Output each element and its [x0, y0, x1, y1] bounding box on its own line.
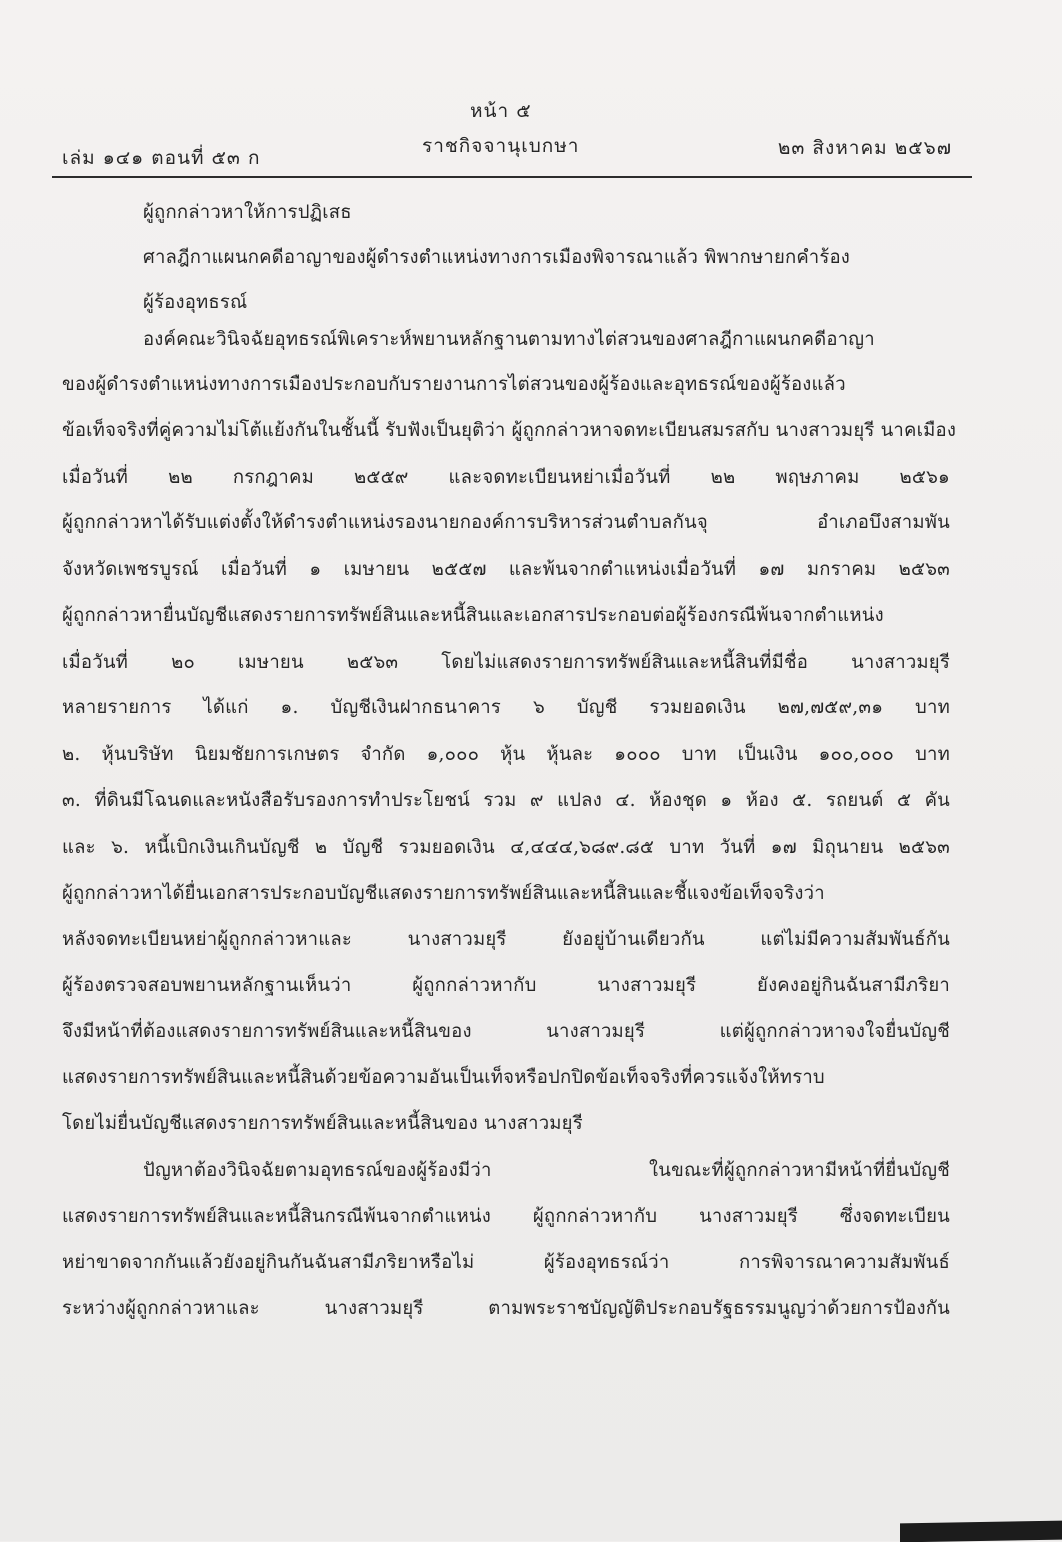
body-line: ๓. ที่ดินมีโฉนดและหนังสือรับรองการทำประโยชน์ รวม ๙ แปลง ๔. ห้องชุด ๑ ห้อง ๕. รถยนต์ ๕ คัน	[62, 790, 950, 811]
body-line: จึงมีหน้าที่ต้องแสดงรายการทรัพย์สินและหนี้สินของ นางสาวมยุรี แต่ผู้ถูกกล่าวหาจงใจยื่นบัญชี	[62, 1021, 950, 1042]
body-line: ๒. หุ้นบริษัท นิยมชัยการเกษตร จำกัด ๑,๐๐๐ หุ้น หุ้นละ ๑๐๐๐ บาท เป็นเงิน ๑๐๐,๐๐๐ บาท	[62, 744, 950, 765]
body-line: หลังจดทะเบียนหย่าผู้ถูกกล่าวหาและ นางสาวมยุรี ยังอยู่บ้านเดียวกัน แต่ไม่มีความสัมพันธ์กัน	[62, 929, 950, 950]
body-line: ผู้ถูกกล่าวหาให้การปฏิเสธ	[143, 202, 352, 223]
body-line: ผู้ร้องอุทธรณ์	[143, 292, 248, 313]
volume-issue: เล่ม ๑๔๑ ตอนที่ ๕๓ ก	[62, 147, 261, 169]
header-divider	[52, 176, 972, 178]
publication-date: ๒๓ สิงหาคม ๒๕๖๗	[777, 137, 952, 159]
body-line: เมื่อวันที่ ๒๒ กรกฎาคม ๒๕๕๙ และจดทะเบียนหย่าเมื่อวันที่ ๒๒ พฤษภาคม ๒๕๖๑	[62, 467, 950, 488]
body-line: เมื่อวันที่ ๒๐ เมษายน ๒๕๖๓ โดยไม่แสดงรายการทรัพย์สินและหนี้สินที่มีชื่อ นางสาวมยุรี	[62, 652, 950, 673]
body-line: ปัญหาต้องวินิจฉัยตามอุทธรณ์ของผู้ร้องมีว่า ในขณะที่ผู้ถูกกล่าวหามีหน้าที่ยื่นบัญชี	[143, 1160, 950, 1181]
body-line: ระหว่างผู้ถูกกล่าวหาและ นางสาวมยุรี ตามพระราชบัญญัติประกอบรัฐธรรมนูญว่าด้วยการป้องกัน	[62, 1298, 950, 1319]
body-line: ผู้ถูกกล่าวหาได้ยื่นเอกสารประกอบบัญชีแสดงรายการทรัพย์สินและหนี้สินและชี้แจงข้อเท็จจริงว่า	[62, 883, 825, 904]
body-line: องค์คณะวินิจฉัยอุทธรณ์พิเคราะห์พยานหลักฐานตามทางไต่สวนของศาลฎีกาแผนกคดีอาญา	[143, 329, 875, 350]
body-line: ของผู้ดำรงตำแหน่งทางการเมืองประกอบกับรายงานการไต่สวนของผู้ร้องและอุทธรณ์ของผู้ร้องแล้ว	[62, 374, 846, 395]
body-line: หย่าขาดจากกันแล้วยังอยู่กินกันฉันสามีภริยาหรือไม่ ผู้ร้องอุทธรณ์ว่า การพิจารณาความสัมพันธ์	[62, 1252, 950, 1273]
gazette-title: ราชกิจจานุเบกษา	[422, 135, 580, 157]
body-line: ผู้ถูกกล่าวหายื่นบัญชีแสดงรายการทรัพย์สินและหนี้สินและเอกสารประกอบต่อผู้ร้องกรณีพ้นจากตำแหน่ง	[62, 605, 884, 626]
body-line: หลายรายการ ได้แก่ ๑. บัญชีเงินฝากธนาคาร ๖ บัญชี รวมยอดเงิน ๒๗,๗๕๙,๓๑ บาท	[62, 697, 950, 718]
body-line: และ ๖. หนี้เบิกเงินเกินบัญชี ๒ บัญชี รวมยอดเงิน ๔,๔๔๔,๖๘๙.๘๕ บาท วันที่ ๑๗ มิถุนายน ๒๕๖๓	[62, 837, 950, 858]
body-line: ศาลฎีกาแผนกคดีอาญาของผู้ดำรงตำแหน่งทางการเมืองพิจารณาแล้ว พิพากษายกคำร้อง	[143, 247, 851, 268]
body-line: จังหวัดเพชรบูรณ์ เมื่อวันที่ ๑ เมษายน ๒๕๕๗ และพ้นจากตำแหน่งเมื่อวันที่ ๑๗ มกราคม ๒๕๖๓	[62, 559, 950, 580]
body-line: แสดงรายการทรัพย์สินและหนี้สินกรณีพ้นจากตำแหน่ง ผู้ถูกกล่าวหากับ นางสาวมยุรี ซึ่งจดทะเบียน	[62, 1206, 950, 1227]
body-line: ผู้ถูกกล่าวหาได้รับแต่งตั้งให้ดำรงตำแหน่งรองนายกองค์การบริหารส่วนตำบลกันจุ อำเภอบึงสามพัน	[62, 512, 950, 533]
body-line: โดยไม่ยื่นบัญชีแสดงรายการทรัพย์สินและหนี้สินของ นางสาวมยุรี	[62, 1113, 583, 1134]
body-line: ผู้ร้องตรวจสอบพยานหลักฐานเห็นว่า ผู้ถูกกล่าวหากับ นางสาวมยุรี ยังคงอยู่กินฉันสามีภริยา	[62, 975, 950, 996]
page-number: หน้า ๕	[470, 100, 532, 122]
scan-edge	[900, 1521, 1062, 1542]
body-line: ข้อเท็จจริงที่คู่ความไม่โต้แย้งกันในชั้นนี้ รับฟังเป็นยุติว่า ผู้ถูกกล่าวหาจดทะเบียนสมรสกับ นางสาวมยุรี นาคเมือง	[62, 420, 957, 441]
body-line: แสดงรายการทรัพย์สินและหนี้สินด้วยข้อความอันเป็นเท็จหรือปกปิดข้อเท็จจริงที่ควรแจ้งให้ทราบ	[62, 1067, 825, 1088]
